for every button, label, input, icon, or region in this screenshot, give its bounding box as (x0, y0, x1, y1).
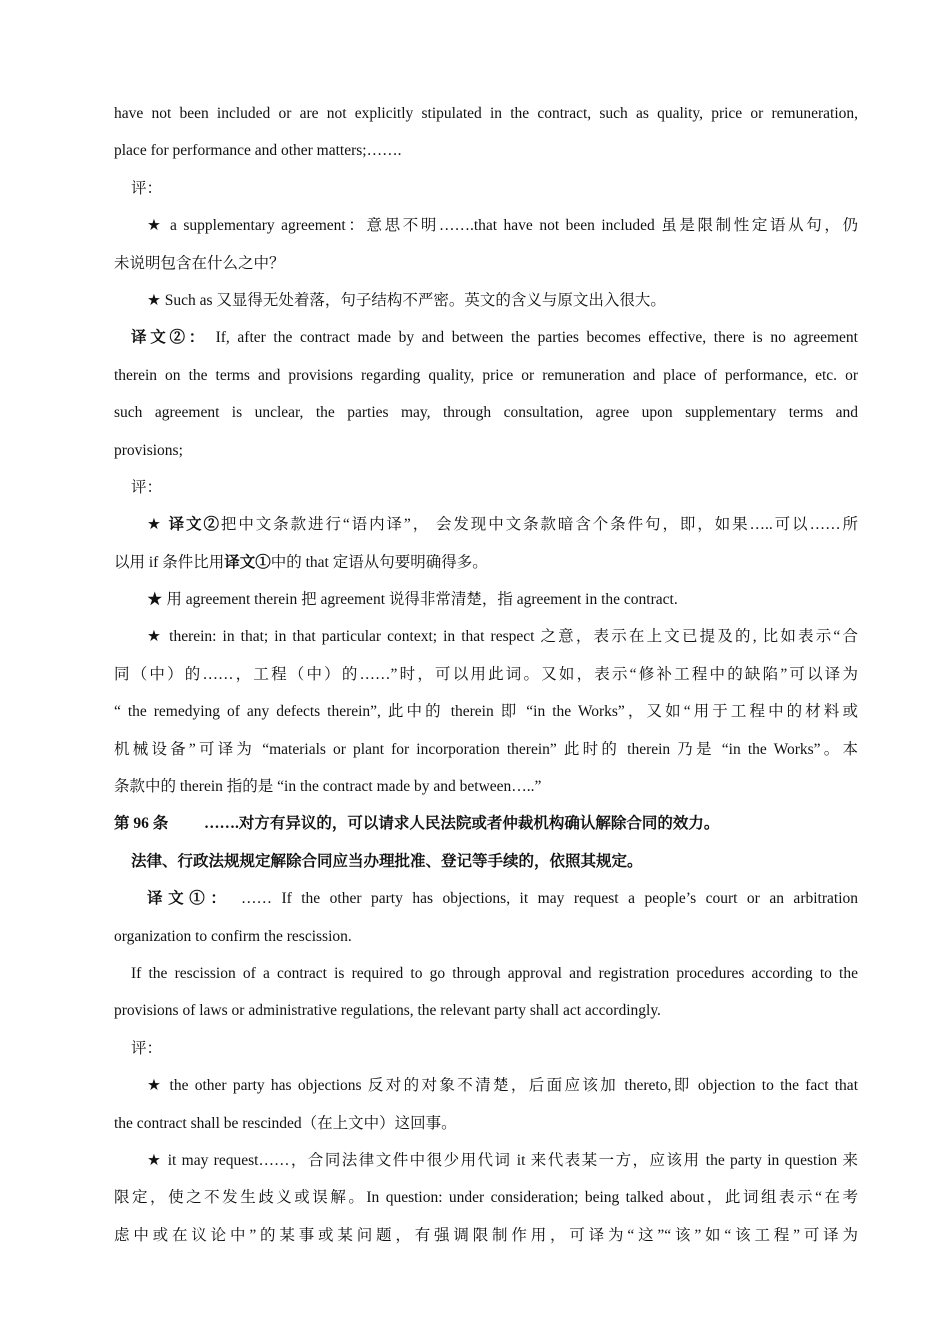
translation-1-label: 译文①： (147, 890, 232, 908)
text-line: 机械设备”可译为 “materials or plant for incorporation therein” 此时的 therein 乃是 “in the Works”。本 (114, 740, 858, 758)
article-heading (114, 805, 858, 842)
text-line: provisions; (114, 441, 183, 459)
text-line: 限定，使之不发生歧义或误解。In question: under consideration; being talked about，此词组表示“在考 (114, 1189, 858, 1207)
text-line: If the rescission of a contract is required to go through approval and registration procedures according to the (131, 964, 858, 982)
text-line: ★ the other party has objections 反对的对象不清楚，后面应该加 thereto,即 objection to the fact that (147, 1077, 858, 1095)
text-line: 未说明包含在什么之中？ (114, 254, 285, 272)
text-line (114, 506, 858, 543)
star-icon: ★ (147, 516, 169, 534)
translation-1-ref: 译文① (224, 553, 271, 571)
text-line (114, 544, 858, 581)
text-line: place for performance and other matters;……. (114, 142, 402, 160)
translation-2-label: 译文②： (131, 329, 208, 347)
text-line: ★ 用 agreement therein 把 agreement 说得非常清楚，指 agreement in the contract. (147, 591, 678, 609)
text-line: have not been included or are not explicitly stipulated in the contract, such as quality, price or remuneration, (114, 105, 858, 122)
text-line: ★ it may request……，合同法律文件中很少用代词 it 来代表某一方，应该用 the party in question 来 (147, 1151, 858, 1169)
text-line: 条款中的 therein 指的是 “in the contract made by and between…..” (114, 778, 542, 796)
comment-label: 评： (131, 478, 163, 496)
text-line: If, after the contract made by and between the parties becomes effective, there is no agreement (215, 329, 858, 347)
text-line: 同（中）的……，工程（中）的……”时，可以用此词。又如，表示“修补工程中的缺陷”可以译为 (114, 665, 858, 683)
text-line: organization to confirm the rescission. (114, 927, 352, 945)
article-number: 第 96 条 (114, 815, 169, 833)
comment-label: 评： (131, 179, 163, 197)
article-text: 法律、行政法规规定解除合同应当办理批准、登记等手续的，依照其规定。 (131, 852, 643, 870)
text-line: “ the remedying of any defects therein”, 此中的 therein 即 “in the Works”，又如“用于工程中的材料或 (114, 703, 858, 721)
text-line: 虑中或在议论中”的某事或某问题，有强调限制作用，可译为“这”“该”如“该工程”可译为 (114, 1226, 858, 1244)
article-text: …….对方有异议的，可以请求人民法院或者仲裁机构确认解除合同的效力。 (204, 815, 720, 833)
text-span: 中的 that 定语从句要明确得多。 (270, 553, 488, 571)
document-page (114, 95, 858, 1254)
text-line: ★ a supplementary agreement：意思不明…….that have not been included 虽是限制性定语从句，仍 (147, 217, 858, 235)
text-line: provisions of laws or administrative regulations, the relevant party shall act accordingly. (114, 1002, 661, 1020)
text-line: ★ Such as 又显得无处着落，句子结构不严密。英文的含义与原文出入很大。 (147, 291, 666, 309)
text-span: 以用 if 条件比用 (114, 553, 225, 571)
text-line: therein on the terms and provisions regarding quality, price or remuneration and place of performance, etc. or (114, 366, 858, 384)
text-span: 把中文条款进行“语内译”， 会发现中文条款暗含个条件句，即，如果…..可以……所 (220, 516, 858, 534)
text-line: the contract shall be rescinded（在上文中）这回事。 (114, 1114, 457, 1132)
translation-1-paragraph (114, 880, 858, 917)
comment-label: 评： (131, 1039, 163, 1057)
text-line: …… If the other party has objections, it may request a people’s court or an arbitration (240, 890, 858, 908)
text-line: ★ therein: in that; in that particular context; in that respect 之意，表示在上文已提及的, 比如表示“合 (147, 628, 858, 646)
translation-2-paragraph (114, 319, 858, 356)
text-line: such agreement is unclear, the parties may, through consultation, agree upon supplementary terms and (114, 404, 858, 422)
translation-2-ref: 译文② (168, 516, 221, 534)
